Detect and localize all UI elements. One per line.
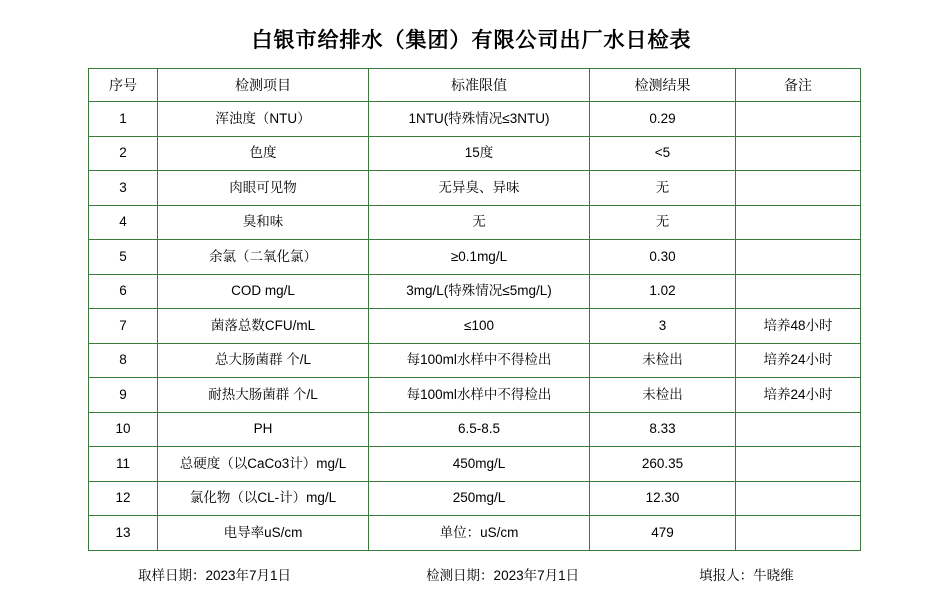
cell-result: 未检出 <box>590 378 736 413</box>
cell-remark <box>736 102 861 137</box>
cell-remark <box>736 516 861 551</box>
cell-item: 浑浊度（NTU） <box>158 102 369 137</box>
table-header <box>89 69 861 102</box>
table-row <box>89 481 861 516</box>
table-row <box>89 309 861 344</box>
cell-remark <box>736 136 861 171</box>
cell-limit: 250mg/L <box>369 481 590 516</box>
header-cell-item: 检测项目 <box>158 69 369 102</box>
table-row <box>89 205 861 240</box>
cell-limit: 6.5-8.5 <box>369 412 590 447</box>
footer <box>0 564 943 584</box>
cell-remark <box>736 481 861 516</box>
water-quality-table <box>88 68 861 551</box>
cell-limit: 无异臭、异味 <box>369 171 590 206</box>
header-cell-no: 序号 <box>89 69 158 102</box>
cell-item: COD mg/L <box>158 274 369 309</box>
table-row <box>89 447 861 482</box>
cell-result: <5 <box>590 136 736 171</box>
cell-result: 无 <box>590 171 736 206</box>
cell-result: 0.30 <box>590 240 736 275</box>
cell-result: 0.29 <box>590 102 736 137</box>
cell-remark <box>736 412 861 447</box>
test-date-label: 检测日期：2023年7月1日 <box>426 567 580 583</box>
cell-limit: 每100ml水样中不得检出 <box>369 343 590 378</box>
cell-item: 氯化物（以CL-计）mg/L <box>158 481 369 516</box>
cell-no: 7 <box>89 309 158 344</box>
table-row <box>89 171 861 206</box>
cell-result: 479 <box>590 516 736 551</box>
table-row <box>89 516 861 551</box>
cell-item: 总硬度（以CaCo3计）mg/L <box>158 447 369 482</box>
cell-no: 9 <box>89 378 158 413</box>
cell-item: 臭和味 <box>158 205 369 240</box>
cell-no: 10 <box>89 412 158 447</box>
cell-item: 色度 <box>158 136 369 171</box>
table-header-row <box>89 69 861 102</box>
cell-no: 5 <box>89 240 158 275</box>
cell-no: 4 <box>89 205 158 240</box>
cell-limit: 无 <box>369 205 590 240</box>
cell-limit: ≥0.1mg/L <box>369 240 590 275</box>
cell-limit: 每100ml水样中不得检出 <box>369 378 590 413</box>
table-body <box>89 102 861 551</box>
cell-item: 电导率uS/cm <box>158 516 369 551</box>
sample-date-label: 取样日期：2023年7月1日 <box>138 567 292 583</box>
cell-result: 8.33 <box>590 412 736 447</box>
cell-limit: ≤100 <box>369 309 590 344</box>
cell-limit: 1NTU(特殊情况≤3NTU) <box>369 102 590 137</box>
cell-item: PH <box>158 412 369 447</box>
table-row <box>89 136 861 171</box>
cell-item: 菌落总数CFU/mL <box>158 309 369 344</box>
cell-remark <box>736 447 861 482</box>
cell-no: 1 <box>89 102 158 137</box>
cell-item: 肉眼可见物 <box>158 171 369 206</box>
table-row <box>89 240 861 275</box>
page-title: 白银市给排水（集团）有限公司出厂水日检表 <box>251 28 692 52</box>
table-row <box>89 378 861 413</box>
reporter-label: 填报人：牛晓维 <box>699 567 794 583</box>
header-cell-limit: 标准限值 <box>369 69 590 102</box>
header-cell-result: 检测结果 <box>590 69 736 102</box>
cell-limit: 450mg/L <box>369 447 590 482</box>
cell-remark <box>736 240 861 275</box>
table-row <box>89 343 861 378</box>
cell-remark: 培养24小时 <box>736 343 861 378</box>
cell-limit: 15度 <box>369 136 590 171</box>
cell-remark <box>736 205 861 240</box>
cell-no: 13 <box>89 516 158 551</box>
cell-result: 260.35 <box>590 447 736 482</box>
cell-item: 耐热大肠菌群 个/L <box>158 378 369 413</box>
cell-result: 3 <box>590 309 736 344</box>
cell-item: 总大肠菌群 个/L <box>158 343 369 378</box>
table-row <box>89 412 861 447</box>
cell-no: 2 <box>89 136 158 171</box>
cell-item: 余氯（二氧化氯） <box>158 240 369 275</box>
cell-result: 未检出 <box>590 343 736 378</box>
cell-no: 8 <box>89 343 158 378</box>
cell-no: 3 <box>89 171 158 206</box>
cell-no: 6 <box>89 274 158 309</box>
cell-limit: 3mg/L(特殊情况≤5mg/L) <box>369 274 590 309</box>
header-cell-remark: 备注 <box>736 69 861 102</box>
cell-no: 11 <box>89 447 158 482</box>
table-row <box>89 274 861 309</box>
cell-result: 1.02 <box>590 274 736 309</box>
cell-limit: 单位：uS/cm <box>369 516 590 551</box>
cell-remark <box>736 274 861 309</box>
cell-result: 无 <box>590 205 736 240</box>
cell-remark: 培养48小时 <box>736 309 861 344</box>
table-container <box>0 68 943 551</box>
cell-remark: 培养24小时 <box>736 378 861 413</box>
cell-no: 12 <box>89 481 158 516</box>
cell-remark <box>736 171 861 206</box>
cell-result: 12.30 <box>590 481 736 516</box>
table-row <box>89 102 861 137</box>
